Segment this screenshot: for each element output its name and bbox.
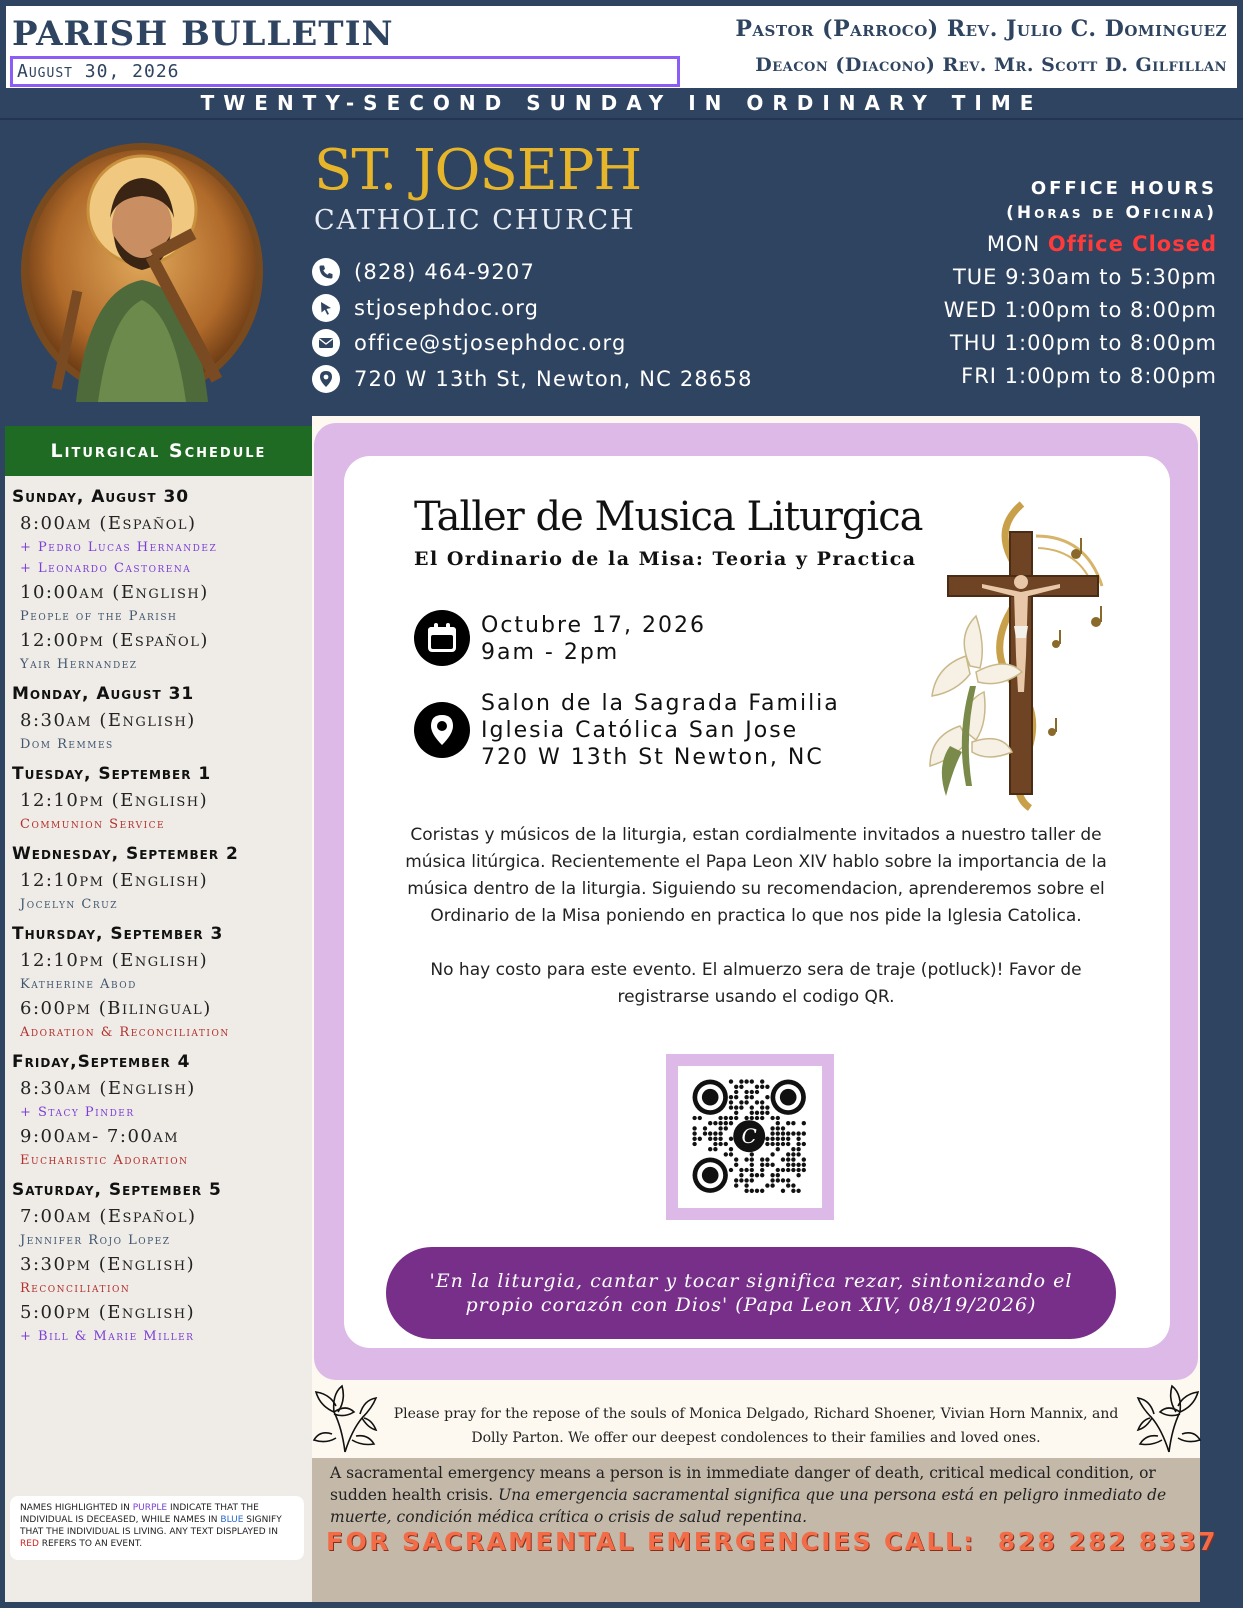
cursor-icon <box>312 294 340 322</box>
event-note: Eucharistic Adoration <box>20 1153 189 1168</box>
legend-blue: BLUE <box>220 1515 244 1525</box>
schedule-day-heading: Friday,September 4 <box>12 1052 191 1072</box>
qr-module <box>796 1152 800 1156</box>
name-color-legend <box>10 1496 304 1560</box>
quote-banner <box>386 1247 1116 1339</box>
qr-module <box>744 1178 748 1182</box>
workshop-cost-note: No hay costo para este evento. El almuerzo sera de traje (potluck)! Favor de registrarse usando el codigo QR. <box>430 960 1082 1007</box>
location-line: 720 W 13th St Newton, NC <box>481 745 824 770</box>
qr-module <box>718 1116 722 1120</box>
emergency-text-english: A sacramental emergency means a person is in immediate danger of death, critical medical condition, or sudden health crisis. <box>330 1464 1156 1504</box>
qr-module <box>791 1152 795 1156</box>
qr-module <box>796 1147 800 1151</box>
office-hours-row <box>944 298 1217 322</box>
qr-module <box>708 1147 712 1151</box>
qr-module <box>744 1157 748 1161</box>
mass-time: 12:10pm (English) <box>20 790 209 811</box>
qr-module <box>791 1131 795 1135</box>
qr-module <box>781 1189 785 1193</box>
phone-icon <box>312 258 340 286</box>
qr-module <box>750 1157 754 1161</box>
qr-module <box>796 1131 800 1135</box>
qr-module <box>734 1157 738 1161</box>
workshop-invitation: Coristas y músicos de la liturgia, estan cordialmente invitados a nuestro taller de música litúrgica. Recientemente el Papa Leon XIV hablo sobre la importancia de la música dentro de la liturgia. Siguiendo su recomendacion, aprenderemos sobre el Ordinario de la Misa poniendo en practica lo que nos pide la Iglesia Catolica. <box>405 825 1107 926</box>
qr-module <box>791 1189 795 1193</box>
qr-module <box>750 1111 754 1115</box>
qr-module <box>750 1152 754 1156</box>
bulletin-title: PARISH BULLETIN <box>12 14 394 54</box>
intention-name: Dom Remmes <box>20 737 114 752</box>
office-hours-row <box>944 331 1217 355</box>
schedule-header: Liturgical Schedule <box>5 426 312 476</box>
office-day: FRI <box>961 364 997 388</box>
event-note: Adoration & Reconciliation <box>20 1025 230 1040</box>
event-note: Communion Service <box>20 817 166 832</box>
qr-module <box>729 1095 733 1099</box>
qr-module <box>692 1131 696 1135</box>
qr-module <box>734 1116 738 1120</box>
qr-module <box>750 1090 754 1094</box>
qr-module <box>755 1100 759 1104</box>
mass-time: 6:00pm (Bilingual) <box>20 998 212 1019</box>
qr-module <box>718 1131 722 1135</box>
qr-module <box>739 1085 743 1089</box>
qr-module <box>734 1085 738 1089</box>
event-date-line: Octubre 17, 2026 <box>481 613 707 638</box>
office-hours-value: 1:00pm to 8:00pm <box>1004 298 1217 322</box>
qr-module <box>739 1100 743 1104</box>
qr-module <box>708 1137 712 1141</box>
qr-module <box>692 1126 696 1130</box>
street-address: 720 W 13th St, Newton, NC 28658 <box>354 367 753 391</box>
emergency-call-line[interactable] <box>326 1527 1218 1556</box>
qr-module <box>786 1152 790 1156</box>
qr-module <box>729 1105 733 1109</box>
qr-module <box>744 1189 748 1193</box>
office-hours-row <box>944 265 1217 289</box>
qr-module <box>724 1121 728 1125</box>
qr-module <box>802 1131 806 1135</box>
qr-module <box>750 1105 754 1109</box>
qr-module <box>786 1183 790 1187</box>
intention-name: + Leonardo Castorena <box>20 561 192 576</box>
qr-module <box>739 1168 743 1172</box>
office-hours <box>944 178 1217 388</box>
qr-module <box>786 1121 790 1125</box>
qr-module <box>692 1116 696 1120</box>
schedule-day-heading: Tuesday, September 1 <box>12 764 212 784</box>
event-location <box>481 690 840 771</box>
location-line: Salon de la Sagrada Familia <box>481 691 840 716</box>
qr-module <box>770 1178 774 1182</box>
qr-module <box>776 1131 780 1135</box>
qr-module <box>776 1121 780 1125</box>
qr-module <box>796 1142 800 1146</box>
office-day: THU <box>949 331 997 355</box>
qr-module <box>734 1111 738 1115</box>
emergency-call-label: FOR SACRAMENTAL EMERGENCIES CALL: <box>326 1527 976 1556</box>
qr-module <box>760 1079 764 1083</box>
qr-module <box>781 1168 785 1172</box>
qr-module <box>791 1121 795 1125</box>
qr-module <box>692 1142 696 1146</box>
qr-module <box>770 1173 774 1177</box>
qr-module <box>744 1116 748 1120</box>
qr-module <box>729 1116 733 1120</box>
qr-module <box>791 1157 795 1161</box>
qr-module <box>802 1168 806 1172</box>
lily-icon <box>1136 1384 1202 1454</box>
qr-module <box>755 1116 759 1120</box>
qr-module <box>729 1152 733 1156</box>
qr-module <box>765 1163 769 1167</box>
bulletin-date[interactable]: August 30, 2026 <box>10 56 680 87</box>
legend-purple: PURPLE <box>132 1503 168 1513</box>
qr-module <box>724 1116 728 1120</box>
lily-icon <box>312 1384 378 1454</box>
qr-module <box>796 1168 800 1172</box>
qr-module <box>729 1168 733 1172</box>
legend-text: REFERS TO AN EVENT. <box>38 1539 143 1549</box>
emergency-description <box>330 1462 1180 1528</box>
qr-module <box>744 1100 748 1104</box>
qr-module <box>729 1100 733 1104</box>
mass-time: 8:00am (Español) <box>20 513 197 534</box>
qr-module <box>708 1121 712 1125</box>
qr-module <box>765 1111 769 1115</box>
qr-module <box>760 1116 764 1120</box>
qr-finder-pattern <box>702 1167 719 1184</box>
qr-module <box>750 1178 754 1182</box>
qr-module <box>750 1163 754 1167</box>
qr-module <box>744 1079 748 1083</box>
contact-email[interactable] <box>312 329 627 357</box>
intention-name: + Bill & Marie Miller <box>20 1329 195 1344</box>
qr-module <box>765 1157 769 1161</box>
qr-module <box>718 1137 722 1141</box>
qr-module <box>724 1142 728 1146</box>
schedule-day-heading: Sunday, August 30 <box>12 487 190 507</box>
qr-module <box>734 1178 738 1182</box>
schedule-day-heading: Wednesday, September 2 <box>12 844 239 864</box>
qr-module <box>786 1178 790 1182</box>
qr-module <box>755 1173 759 1177</box>
office-hours-value: 1:00pm to 8:00pm <box>1004 331 1217 355</box>
office-hours-row <box>944 364 1217 388</box>
office-day: WED <box>943 298 997 322</box>
qr-module <box>729 1079 733 1083</box>
qr-module <box>786 1168 790 1172</box>
qr-module <box>765 1085 769 1089</box>
location-pin-icon <box>312 365 340 393</box>
intention-name: Jennifer Rojo Lopez <box>20 1233 171 1248</box>
qr-module <box>713 1131 717 1135</box>
qr-module <box>765 1105 769 1109</box>
deacon-name: Deacon (Diacono) Rev. Mr. Scott D. Gilfillan <box>755 54 1227 76</box>
intention-name: Yair Hernandez <box>20 657 138 672</box>
office-hours-subtitle: (Horas de Oficina) <box>1006 203 1217 223</box>
qr-module <box>713 1137 717 1141</box>
qr-module <box>750 1189 754 1193</box>
qr-module <box>724 1126 728 1130</box>
qr-module <box>786 1142 790 1146</box>
location-pin-icon <box>414 702 470 758</box>
liturgical-sunday-title: TWENTY-SECOND SUNDAY IN ORDINARY TIME <box>200 91 1043 115</box>
qr-module <box>713 1121 717 1125</box>
qr-module <box>786 1137 790 1141</box>
qr-module <box>760 1100 764 1104</box>
qr-module <box>796 1189 800 1193</box>
qr-module <box>786 1131 790 1135</box>
church-subtitle: CATHOLIC CHURCH <box>314 205 636 236</box>
qr-module <box>776 1126 780 1130</box>
qr-module <box>791 1168 795 1172</box>
crucifix-lily-icon <box>926 496 1122 812</box>
mass-time: 10:00am (English) <box>20 582 209 603</box>
repose-prayer: Please pray for the repose of the souls of Monica Delgado, Richard Shoener, Vivian Horn Mannix, and Dolly Parton. We offer our deepest condolences to their families and loved ones. <box>393 1406 1119 1446</box>
phone-number: (828) 464-9207 <box>354 260 536 284</box>
qr-module <box>760 1163 764 1167</box>
header-divider <box>0 118 1243 120</box>
workshop-subtitle: El Ordinario de la Misa: Teoria y Practica <box>414 548 917 570</box>
qr-module <box>755 1189 759 1193</box>
qr-module <box>765 1095 769 1099</box>
event-date <box>481 612 706 666</box>
qr-module <box>786 1157 790 1161</box>
qr-module <box>770 1163 774 1167</box>
schedule-day-heading: Thursday, September 3 <box>12 924 224 944</box>
qr-module <box>698 1137 702 1141</box>
qr-module <box>755 1085 759 1089</box>
qr-module <box>698 1116 702 1120</box>
calendar-icon <box>414 610 470 666</box>
registration-qr-code[interactable] <box>678 1066 822 1208</box>
qr-module <box>713 1147 717 1151</box>
qr-module <box>781 1142 785 1146</box>
qr-module <box>802 1121 806 1125</box>
qr-module <box>781 1137 785 1141</box>
qr-module <box>739 1173 743 1177</box>
qr-module <box>755 1111 759 1115</box>
qr-module <box>765 1183 769 1187</box>
mass-time: 12:10pm (English) <box>20 870 209 891</box>
qr-module <box>786 1163 790 1167</box>
qr-module <box>718 1142 722 1146</box>
qr-module <box>791 1183 795 1187</box>
qr-module <box>781 1157 785 1161</box>
qr-module <box>776 1147 780 1151</box>
office-day: TUE <box>952 265 998 289</box>
qr-module <box>760 1189 764 1193</box>
qr-module <box>750 1095 754 1099</box>
qr-module <box>796 1137 800 1141</box>
emergency-text-spanish: Una emergencia sacramental significa que una persona está en peligro inmediato de muerte, condición médica crítica o crisis de salud repentina. <box>330 1486 1167 1526</box>
qr-module <box>770 1116 774 1120</box>
qr-module <box>765 1142 769 1146</box>
qr-module <box>760 1173 764 1177</box>
office-hours-value: 1:00pm to 8:00pm <box>1004 364 1217 388</box>
qr-module <box>744 1168 748 1172</box>
qr-module <box>770 1142 774 1146</box>
qr-module <box>744 1090 748 1094</box>
qr-module <box>776 1168 780 1172</box>
emergency-phone-number[interactable]: 828 282 8337 <box>997 1527 1218 1556</box>
qr-module <box>713 1142 717 1146</box>
schedule-day-heading: Saturday, September 5 <box>12 1180 222 1200</box>
saint-joseph-icon <box>18 140 266 402</box>
workshop-title: Taller de Musica Liturgica <box>414 494 923 540</box>
mail-icon <box>312 329 340 357</box>
qr-module <box>729 1137 733 1141</box>
qr-module <box>770 1137 774 1141</box>
qr-module <box>692 1137 696 1141</box>
mass-time: 8:30am (English) <box>20 1078 196 1099</box>
legend-text: INDICATE THAT THE INDIVIDUAL IS DECEASED, WHILE NAMES IN <box>20 1503 259 1525</box>
qr-module <box>734 1105 738 1109</box>
qr-module <box>760 1105 764 1109</box>
qr-module <box>802 1157 806 1161</box>
website-link: stjosephdoc.org <box>354 296 540 320</box>
office-hours-title: OFFICE HOURS <box>1030 178 1217 199</box>
qr-module <box>770 1183 774 1187</box>
qr-module <box>791 1163 795 1167</box>
qr-module <box>776 1116 780 1120</box>
qr-module <box>734 1095 738 1099</box>
contact-website[interactable] <box>312 294 539 322</box>
qr-module <box>708 1131 712 1135</box>
qr-module <box>776 1142 780 1146</box>
qr-module <box>734 1183 738 1187</box>
qr-center-letter: C <box>741 1124 757 1149</box>
email-address: office@stjosephdoc.org <box>354 331 627 355</box>
qr-module <box>739 1178 743 1182</box>
qr-module <box>750 1116 754 1120</box>
location-line: Iglesia Católica San Jose <box>481 718 799 743</box>
qr-module <box>776 1173 780 1177</box>
qr-module <box>791 1147 795 1151</box>
mass-time: 12:00pm (Español) <box>20 630 209 651</box>
schedule-list <box>12 487 308 1344</box>
mass-time: 9:00am- 7:00am <box>20 1126 180 1147</box>
qr-module <box>796 1163 800 1167</box>
qr-module <box>718 1121 722 1125</box>
qr-module <box>760 1111 764 1115</box>
legend-text: SIGNIFY THAT THE INDIVIDUAL IS LIVING. ANY TEXT DISPLAYED IN <box>20 1515 282 1537</box>
qr-module <box>760 1168 764 1172</box>
qr-finder-pattern <box>780 1089 797 1106</box>
qr-module <box>755 1090 759 1094</box>
office-hours-row <box>944 232 1217 256</box>
qr-module <box>781 1178 785 1182</box>
qr-module <box>718 1126 722 1130</box>
qr-module <box>734 1090 738 1094</box>
mass-time: 5:00pm (English) <box>20 1302 196 1323</box>
qr-module <box>724 1152 728 1156</box>
qr-module <box>729 1147 733 1151</box>
event-time-line: 9am - 2pm <box>481 640 620 665</box>
mass-time: 8:30am (English) <box>20 710 196 731</box>
qr-module <box>770 1152 774 1156</box>
qr-module <box>760 1085 764 1089</box>
event-note: Reconciliation <box>20 1281 131 1296</box>
qr-module <box>796 1173 800 1177</box>
qr-module <box>760 1157 764 1161</box>
qr-module <box>770 1131 774 1135</box>
qr-module <box>770 1126 774 1130</box>
pope-quote: 'En la liturgia, cantar y tocar significa rezar, sintonizando el propio corazón con Dios' (Papa Leon XIV, 08/19/2026) <box>429 1270 1073 1316</box>
mass-time: 3:30pm (English) <box>20 1254 196 1275</box>
qr-module <box>739 1105 743 1109</box>
qr-module <box>776 1178 780 1182</box>
qr-module <box>781 1131 785 1135</box>
legend-red: RED <box>20 1539 39 1549</box>
qr-module <box>729 1121 733 1125</box>
intention-name: + Pedro Lucas Hernandez <box>20 540 218 555</box>
qr-module <box>703 1126 707 1130</box>
office-hours-value: 9:30am to 5:30pm <box>1005 265 1217 289</box>
contact-address[interactable] <box>312 365 753 393</box>
intention-name: People of the Parish <box>20 609 178 624</box>
office-closed-label: Office Closed <box>1047 232 1217 256</box>
qr-module <box>739 1079 743 1083</box>
intention-name: Katherine Abod <box>20 977 137 992</box>
schedule-day-heading: Monday, August 31 <box>12 684 195 704</box>
contact-phone[interactable] <box>312 258 535 286</box>
qr-module <box>802 1142 806 1146</box>
qr-module <box>802 1163 806 1167</box>
qr-module <box>781 1126 785 1130</box>
qr-module <box>750 1079 754 1083</box>
intention-name: Jocelyn Cruz <box>20 897 118 912</box>
workshop-description <box>404 822 1108 1011</box>
church-name: ST. JOSEPH <box>314 138 642 203</box>
office-day: MON <box>986 232 1041 256</box>
qr-module <box>703 1131 707 1135</box>
qr-module <box>750 1173 754 1177</box>
intention-name: + Stacy Pinder <box>20 1105 135 1120</box>
qr-module <box>750 1168 754 1172</box>
qr-module <box>744 1095 748 1099</box>
qr-finder-pattern <box>702 1089 719 1106</box>
mass-time: 7:00am (Español) <box>20 1206 197 1227</box>
legend-text: NAMES HIGHLIGHTED IN <box>20 1503 133 1513</box>
qr-module <box>734 1163 738 1167</box>
qr-module <box>765 1137 769 1141</box>
mass-time: 12:10pm (English) <box>20 950 209 971</box>
qr-module <box>744 1183 748 1187</box>
pastor-name: Pastor (Parroco) Rev. Julio C. Dominguez <box>735 16 1227 42</box>
qr-module <box>776 1137 780 1141</box>
